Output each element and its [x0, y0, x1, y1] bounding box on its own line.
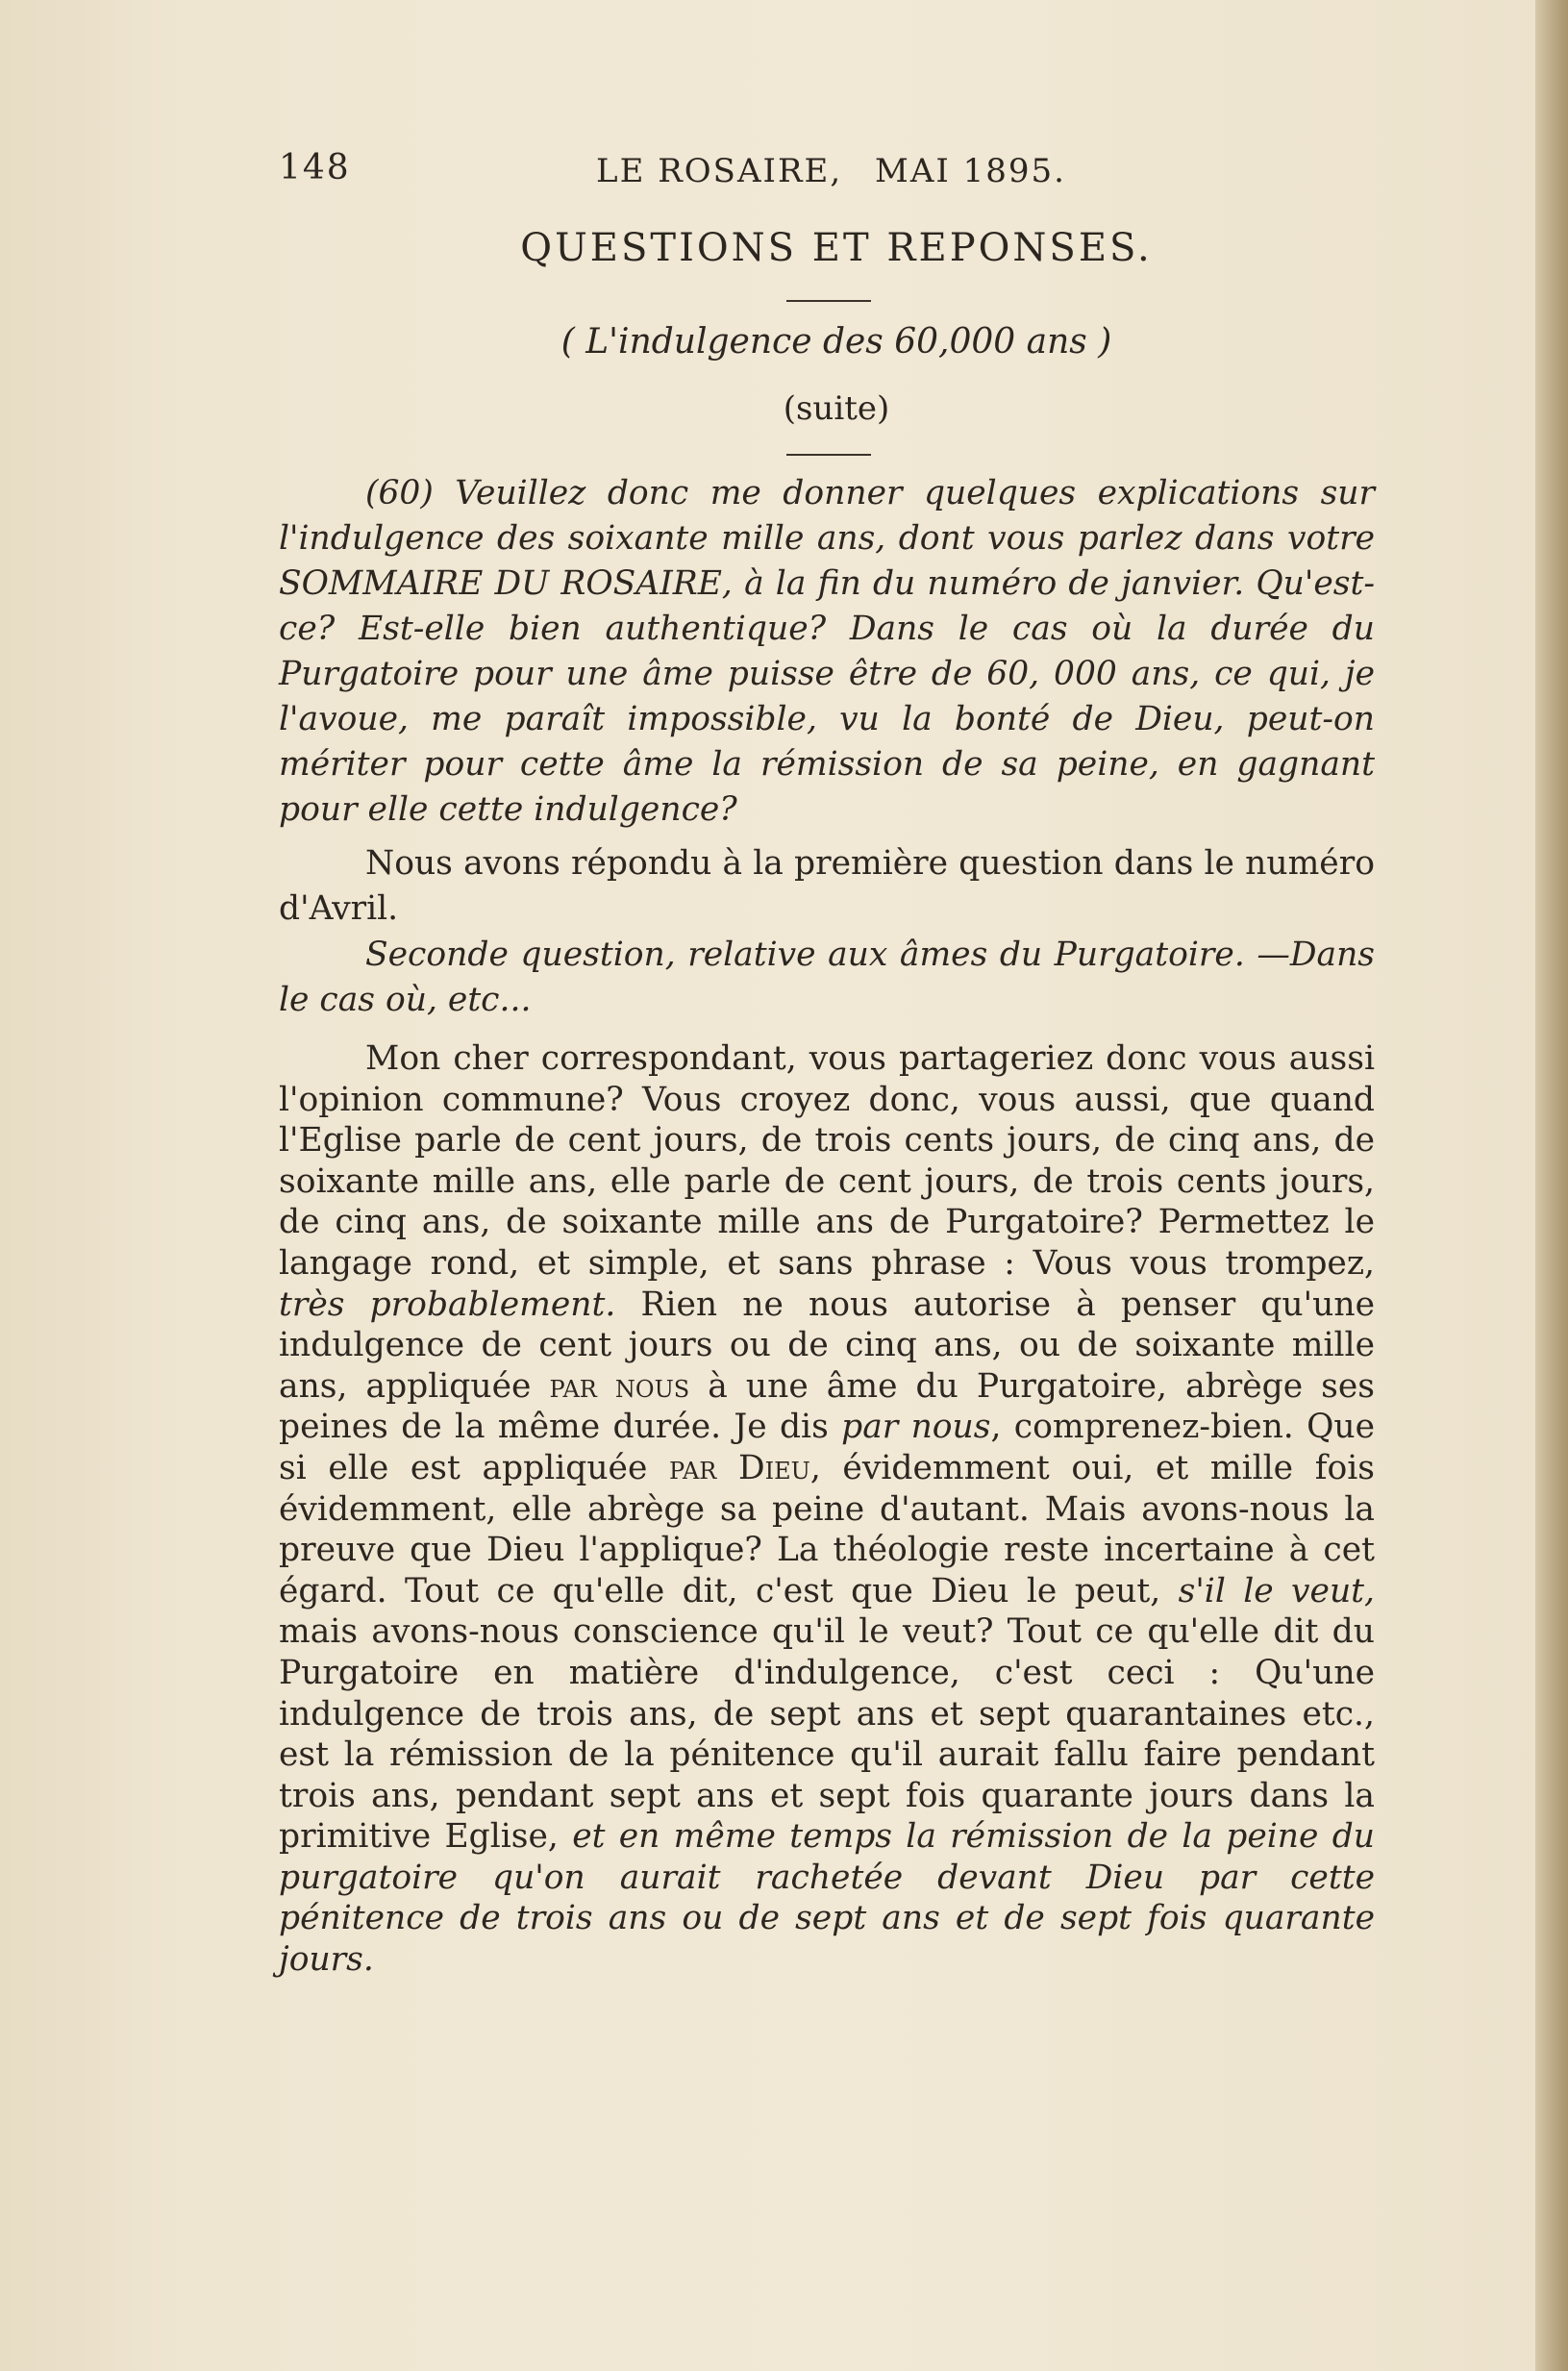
answer-emphasis-3: s'il le veut,	[1178, 1571, 1375, 1610]
answer-part-4: , comprenez-bien. Que si elle est appliquée	[279, 1408, 1375, 1487]
second-question-text: Seconde question, relative aux âmes du Purgatoire. —Dans le cas où, etc...	[279, 936, 1375, 1019]
answer-part-2: Rien ne nous autorise à penser qu'une indulgence de cent jours ou de cinq ans, ou de soixante mille ans, appliquée	[279, 1285, 1375, 1406]
article-title: QUESTIONS ET REPONSES.	[520, 226, 1153, 270]
answer-part-5: , évidemment oui, et mille fois évidemment, elle abrège sa peine d'autant. Mais avons-nous la preuve que Dieu l'applique? La théologie reste incertaine à cet égard. Tout ce qu'elle dit, c'est que Dieu le peut,	[279, 1448, 1375, 1610]
answer-part-1: Mon cher correspondant, vous partageriez donc vous aussi l'opinion commune? Vous croyez donc, vous aussi, que quand l'Eglise parle de cent jours, de trois cents jours, de cinq ans, de soixante mille ans, elle parle de cent jours, de trois cents jours, de cinq ans, de soixante mille ans de Purgatoire? Permettez le langage rond, et simple, et sans phrase : Vous vous trompez,	[279, 1039, 1375, 1283]
section-rule	[786, 454, 871, 456]
reader-question	[279, 471, 1375, 833]
running-header	[279, 144, 1375, 202]
reply-first-question	[279, 841, 1375, 932]
answer-part-6: mais avons-nous conscience qu'il le veut? Tout ce qu'elle dit du Purgatoire en matière d'indulgence, c'est ceci : Qu'une indulgence de trois ans, de sept ans et sept quarantaines etc., est la rémission de la pénitence qu'il aurait fallu faire pendant trois ans, pendant sept ans et sept fois quarante jours dans la primitive Eglise,	[279, 1612, 1375, 1857]
title-rule	[786, 300, 871, 302]
second-question	[279, 933, 1375, 1023]
answer-part-3: à une âme du Purgatoire, abrège ses peines de la même durée. Je dis	[279, 1366, 1375, 1447]
continued-label: (suite)	[783, 389, 890, 428]
article-subtitle: ( L'indulgence des 60,000 ans )	[560, 322, 1112, 362]
answer-smallcaps-2: par Dieu	[669, 1448, 810, 1487]
answer-emphasis-4: et en même temps la rémission de la peine du purgatoire qu'on aurait rachetée devant Dieu par cette pénitence de trois ans ou de sept ans et de sept fois quarante jours.	[279, 1817, 1376, 1980]
answer-paragraph	[279, 1038, 1375, 1981]
answer-emphasis-1: très probablement.	[279, 1285, 616, 1324]
running-title: LE ROSAIRE,	[596, 152, 843, 190]
page-number: 148	[279, 148, 351, 187]
answer-smallcaps-1: par nous	[549, 1366, 690, 1406]
reply-first-text: Nous avons répondu à la première question dans le numéro d'Avril.	[279, 844, 1375, 928]
answer	[279, 1038, 1375, 1981]
answer-emphasis-2: par nous	[841, 1408, 991, 1447]
question-text: (60) Veuillez donc me donner quelques explications sur l'indulgence des soixante mille ans, dont vous parlez dans votre SOMMAIRE DU ROSAIRE, à la fin du numéro de janvier. Qu'est-ce? Est-elle bien authentique? Dans le cas où la durée du Purgatoire pour une âme puisse être de 60, 000 ans, ce qui, je l'avoue, me paraît impossible, vu la bonté de Dieu, peut-on mériter pour cette âme la rémission de sa peine, en gagnant pour elle cette indulgence?	[279, 474, 1375, 829]
page-edge-shadow	[1535, 0, 1568, 2371]
issue-date: MAI 1895.	[875, 152, 1066, 190]
